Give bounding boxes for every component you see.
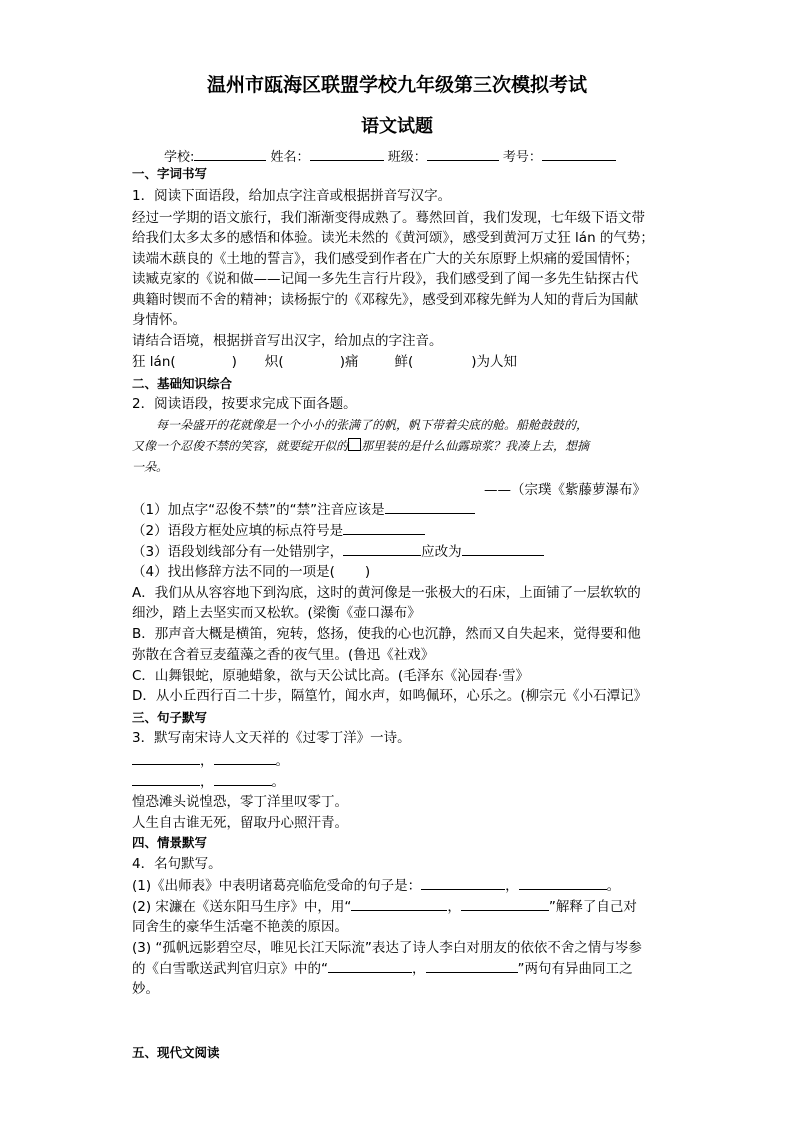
school-label: 学校: [164,150,195,165]
q4-text: ”解释了自己对 [548,899,637,915]
option-line: A．我们从从容容地下到沟底，这时的黄河像是一张极大的石床，上面铺了一层软软的 [132,585,641,601]
q2-sub-4 [132,562,370,582]
answer-blank[interactable] [328,958,412,973]
q4-1 [132,875,620,896]
answer-blank[interactable] [214,750,276,765]
poem-blank-line [132,750,289,771]
option-line: C．山舞银蛇，原驰蜡象，欲与天公试比高。(毛泽东《沁园春·雪》 [132,668,529,684]
q1-answer-row [132,352,517,372]
number-blank[interactable] [542,146,616,161]
option-line: B．那声音大概是横笛，宛转，悠扬，使我的心也沉静，然而又自失起来，觉得要和他 [132,626,641,642]
q4-text: (1)《出师表》中表明诸葛亮临危受命的句子是： [132,878,422,894]
q1-passage-line: 经过一学期的语文旅行，我们渐渐变得成熟了。蓦然回首，我们发现，七年级下语文带 [132,210,645,226]
name-label: 姓名： [270,150,310,165]
q2-sub-text: ) [364,564,371,580]
punctuation-box[interactable] [348,438,361,451]
answer-b-prefix: 炽( [264,354,284,370]
q1-passage-line: 身情怀。 [132,312,186,328]
answer-blank[interactable] [351,896,447,911]
q2-sub-3 [132,541,544,562]
poem-line: 惶恐滩头说惶恐，零丁洋里叹零丁。 [132,794,348,810]
quote-source: ——（宗璞《紫藤萝瀑布》 [484,482,646,498]
q4-text: ”两句有异曲同工之 [517,961,633,977]
q2-sub-text: （2）语段方框处应填的标点符号是 [132,523,344,539]
section1-heading: 一、字词书写 [132,166,208,181]
q4-text: 的《白雪歌送武判官归京》中的“ [132,961,328,977]
q4-text: ， [412,961,426,977]
answer-b-suffix: )痛 [339,354,359,370]
quote-line-with-box [132,436,662,457]
q3-title: 3．默写南宋诗人文天祥的《过零丁洋》一诗。 [132,730,411,746]
exam-title: 温州市瓯海区联盟学校九年级第三次模拟考试 [206,74,587,96]
answer-blank[interactable] [421,875,505,890]
answer-blank[interactable] [214,771,272,786]
q4-text: 。 [606,878,621,894]
student-info-line [164,146,616,165]
answer-a-suffix: ) [231,354,237,370]
answer-blank[interactable] [426,958,518,973]
q4-3-line3: 妙。 [132,981,159,997]
answer-a-prefix: 狂 lán( [132,354,176,370]
q2-sub-1 [132,499,475,520]
name-blank[interactable] [310,146,384,161]
answer-blank[interactable] [461,896,549,911]
q1-passage-line: 读端木蕻良的《土地的誓言》，我们感受到作者在广大的关东原野上炽痛的爱国情怀； [132,251,639,267]
answer-blank[interactable] [385,499,475,514]
q2-sub-text: （3）语段划线部分有一处错别字， [132,544,344,560]
answer-blank[interactable] [462,541,544,556]
punct: ， [200,774,214,790]
answer-blank[interactable] [343,520,425,535]
q2-title: 2．阅读语段，按要求完成下面各题。 [132,396,357,412]
q4-text: ， [505,878,519,894]
number-label: 考号： [502,150,542,165]
section4-heading: 四、情景默写 [132,835,208,850]
q2-sub-text: （1）加点字“忍俊不禁”的“禁”注音应该是 [132,502,385,518]
school-blank[interactable] [194,146,266,161]
section2-heading: 二、基础知识综合 [132,376,233,391]
poem-blank-line [132,771,285,792]
q4-2-line2: 同舍生的豪华生活毫不艳羡的原因。 [132,919,348,935]
answer-blank[interactable] [132,750,200,765]
q1-passage-line: 给我们太多太多的感悟和体验。读光未然的《黄河颂》，感受到黄河万丈狂 lán 的气势； [132,230,654,246]
class-blank[interactable] [427,146,499,161]
q2-sub-text: （4）找出修辞方法不同的一项是( [132,564,335,580]
section3-heading: 三、句子默写 [132,710,208,725]
punct: 。 [271,774,285,790]
punct: 。 [275,753,289,769]
punct: ， [200,753,214,769]
q4-text: (2) 宋濂在《送东阳马生序》中，用“ [132,899,352,915]
poem-line: 人生自古谁无死，留取丹心照汗青。 [132,815,348,831]
q2-sub-2 [132,520,425,541]
answer-blank[interactable] [519,875,607,890]
q4-3 [132,958,633,979]
q1-passage-line: 典籍时锲而不舍的精神；读杨振宁的《邓稼先》，感受到邓稼先鲜为人知的背后为国献 [132,292,639,308]
q4-2 [132,896,637,917]
quote-line-part: 又像一个忍俊不禁的笑容，就要绽开似的 [132,439,349,453]
exam-subtitle: 语文试题 [361,116,433,137]
q2-sub-text: 应改为 [421,544,462,560]
quote-line: 一朵。 [132,460,169,474]
answer-c-suffix: )为人知 [471,354,518,370]
quote-line-part: 那里装的是什么仙露琼浆？我凑上去，想摘 [361,439,590,453]
q1-passage-line: 读臧克家的《说和做——记闻一多先生言行片段》，我们感受到了闻一多先生钻探古代 [132,271,639,287]
q4-text: ， [447,899,461,915]
option-line: D．从小丘西行百二十步，隔篁竹，闻水声，如鸣佩环，心乐之。(柳宗元《小石潭记》 [132,688,648,704]
quote-line: 每一朵盛开的花就像是一个小小的张满了的帆，帆下带着尖底的舱。船舱鼓鼓的， [156,418,589,432]
answer-blank[interactable] [343,541,421,556]
class-label: 班级： [387,150,427,165]
option-line: 弥散在含着豆麦蕴藻之香的夜气里。(鲁迅《社戏》 [132,647,435,663]
answer-blank[interactable] [132,771,200,786]
option-line: 细沙，踏上去坚实而又松软。(梁衡《壶口瀑布》 [132,605,421,621]
q4-3-line1: (3) “孤帆远影碧空尽，唯见长江天际流”表达了诗人李白对朋友的依依不舍之情与岑参 [132,940,642,956]
q1-title: 1．阅读下面语段，给加点字注音或根据拼音写汉字。 [132,188,452,204]
q1-instruction: 请结合语境，根据拼音写出汉字，给加点的字注音。 [132,333,443,349]
answer-c-prefix: 鲜( [394,354,414,370]
q4-title: 4．名句默写。 [132,856,222,872]
section5-heading: 五、现代文阅读 [132,1045,220,1060]
